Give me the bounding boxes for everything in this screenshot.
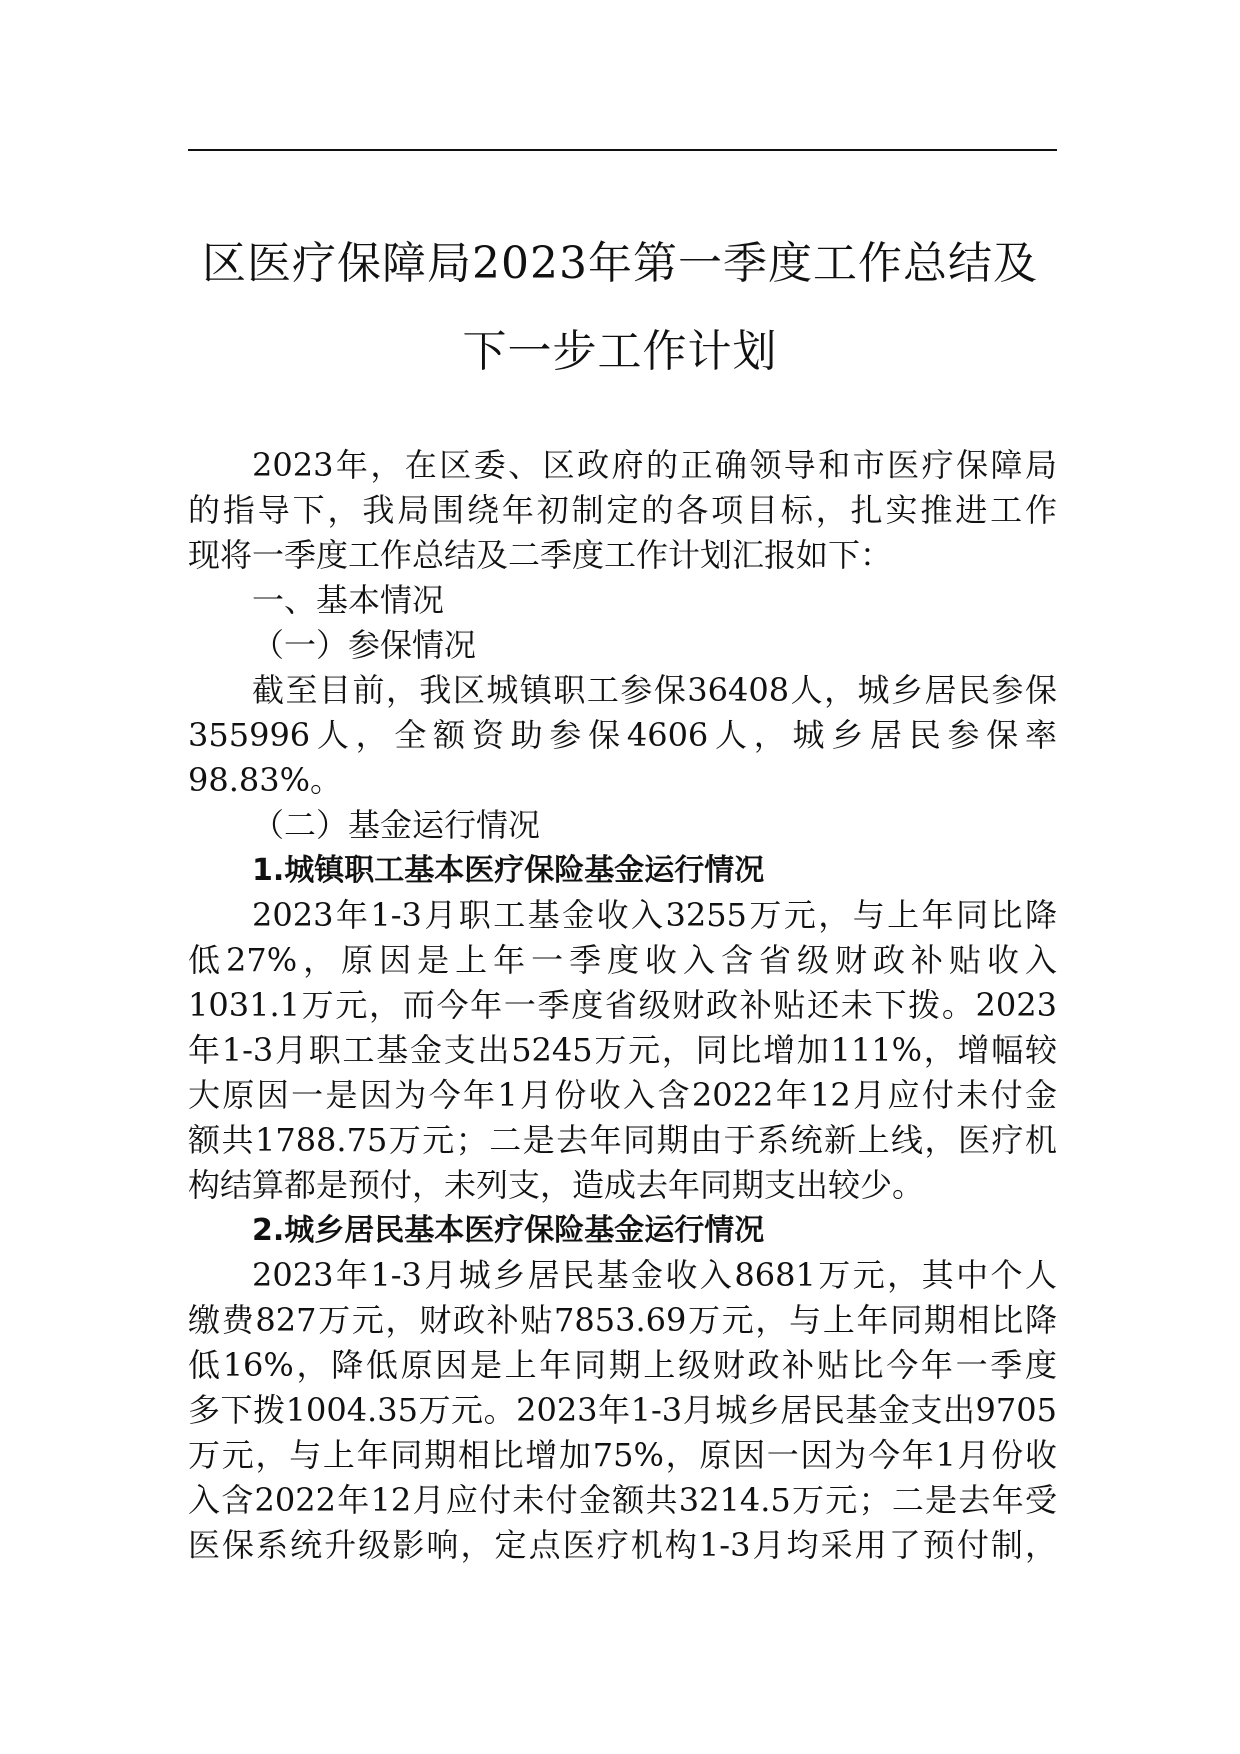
- body-line: 低27%，原因是上年一季度收入含省级财政补贴收入: [188, 941, 1057, 979]
- body-line: 构结算都是预付，未列支，造成去年同期支出较少。: [188, 1166, 925, 1204]
- body-line: 2023年，在区委、区政府的正确领导和市医疗保障局: [252, 446, 1057, 484]
- section-heading: 1.城镇职工基本医疗保险基金运行情况: [252, 853, 765, 888]
- header-rule: [188, 149, 1057, 151]
- body-line: 多下拨1004.35万元。2023年1-3月城乡居民基金支出9705: [188, 1391, 1057, 1429]
- body-line: 大原因一是因为今年1月份收入含2022年12月应付未付金: [188, 1076, 1057, 1114]
- document-title-line-2: 下一步工作计划: [462, 326, 778, 377]
- body-line: 2023年1-3月职工基金收入3255万元，与上年同比降: [252, 896, 1057, 934]
- section-heading: 2.城乡居民基本医疗保险基金运行情况: [252, 1213, 765, 1248]
- body-line: 额共1788.75万元；二是去年同期由于系统新上线，医疗机: [188, 1121, 1057, 1159]
- body-line: 355996人，全额资助参保4606人，城乡居民参保率: [188, 716, 1057, 754]
- body-line: 入含2022年12月应付未付金额共3214.5万元；二是去年受: [188, 1481, 1057, 1519]
- body-line: 年1-3月职工基金支出5245万元，同比增加111%，增幅较: [188, 1031, 1057, 1069]
- body-line: 2023年1-3月城乡居民基金收入8681万元，其中个人: [252, 1256, 1057, 1294]
- body-line: 一、基本情况: [252, 581, 445, 619]
- body-line: 万元，与上年同期相比增加75%，原因一因为今年1月份收: [188, 1436, 1057, 1474]
- body-line: 现将一季度工作总结及二季度工作计划汇报如下：: [188, 536, 893, 574]
- body-line: 截至目前，我区城镇职工参保36408人，城乡居民参保: [252, 671, 1057, 709]
- body-line: 的指导下，我局围绕年初制定的各项目标，扎实推进工作: [188, 491, 1057, 529]
- body-line: （二）基金运行情况: [252, 806, 541, 844]
- document-title-line-1: 区医疗保障局2023年第一季度工作总结及: [202, 238, 1038, 289]
- body-line: 98.83%。: [188, 761, 343, 799]
- body-line: 1031.1万元，而今年一季度省级财政补贴还未下拨。2023: [188, 986, 1057, 1024]
- document-body: [188, 443, 1057, 1568]
- body-line: 缴费827万元，财政补贴7853.69万元，与上年同期相比降: [188, 1301, 1057, 1339]
- body-line: 医保系统升级影响，定点医疗机构1-3月均采用了预付制，: [188, 1526, 1057, 1564]
- body-line: 低16%，降低原因是上年同期上级财政补贴比今年一季度: [188, 1346, 1057, 1384]
- body-line: （一）参保情况: [252, 626, 477, 664]
